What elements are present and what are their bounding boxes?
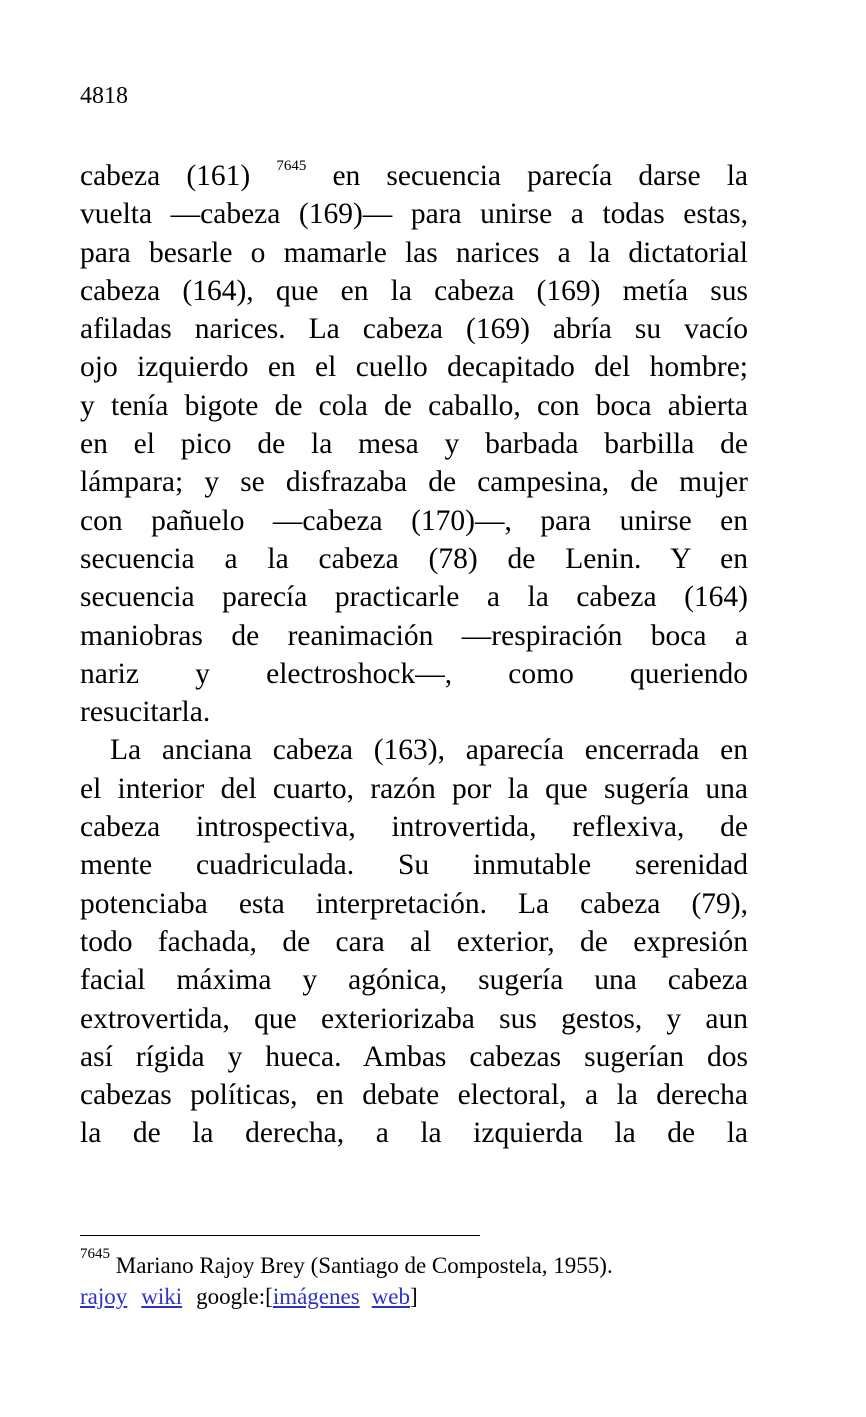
google-web-link[interactable]: web [371, 1284, 410, 1309]
text-line: todo fachada, de cara al exterior, de expresión [80, 925, 748, 958]
text-line: cabeza introspectiva, introvertida, reflexiva, de [80, 811, 748, 844]
text-line: nariz y electroshock—, como queriendo [80, 657, 748, 690]
google-bracket-close: ] [410, 1284, 418, 1309]
text-line: maniobras de reanimación —respiración boca a [80, 619, 748, 652]
text-line: mente cuadriculada. Su inmutable serenidad [80, 849, 748, 882]
text-line: lámpara; y se disfrazaba de campesina, de mujer [80, 466, 748, 499]
text-line: la de la derecha, a la izquierda la de la [80, 1117, 748, 1150]
text-line: en el pico de la mesa y barbada barbilla de [80, 428, 748, 461]
text-line: así rígida y hueca. Ambas cabezas sugerían dos [80, 1040, 748, 1073]
footnote-text: Mariano Rajoy Brey (Santiago de Compostela, 1955). [115, 1253, 613, 1278]
text-line: ojo izquierdo en el cuello decapitado del hombre; [80, 351, 748, 384]
text-line: y tenía bigote de cola de caballo, con boca abierta [80, 389, 748, 422]
book-page [80, 0, 748, 1417]
text-line [80, 157, 748, 195]
text-line: el interior del cuarto, razón por la que sugería una [80, 772, 748, 805]
text-line: para besarle o mamarle las narices a la dictatorial [80, 236, 748, 269]
paragraph-first-line: La anciana cabeza (163), aparecía encerrada en [110, 734, 748, 767]
footnote-divider [80, 1235, 480, 1236]
footnote-reference: 7645 [276, 158, 307, 175]
google-images-link[interactable]: imágenes [272, 1284, 360, 1309]
text-line: secuencia a la cabeza (78) de Lenin. Y en [80, 542, 748, 575]
text-line: cabezas políticas, en debate electoral, a la derecha [80, 1079, 748, 1112]
text-line: vuelta —cabeza (169)— para unirse a todas estas, [80, 198, 748, 231]
google-label: google:[ [196, 1284, 273, 1309]
text-line: secuencia parecía practicarle a la cabeza (164) [80, 581, 748, 614]
footnote-links [80, 1281, 748, 1312]
body-text [80, 157, 748, 1153]
text-line: cabeza (164), que en la cabeza (169) metía sus [80, 274, 748, 307]
text-segment: en secuencia parecía darse la [332, 160, 749, 192]
text-line: facial máxima y agónica, sugería una cabeza [80, 964, 748, 997]
text-line: extrovertida, que exteriorizaba sus gestos, y aun [80, 1002, 748, 1035]
footnote-number: 7645 [80, 1246, 110, 1263]
text-line: potenciaba esta interpretación. La cabeza (79), [80, 887, 748, 920]
text-line: con pañuelo —cabeza (170)—, para unirse en [80, 504, 748, 537]
rajoy-link[interactable]: rajoy [80, 1284, 128, 1309]
page-number: 4818 [80, 83, 128, 109]
text-line: afiladas narices. La cabeza (169) abría su vacío [80, 313, 748, 346]
text-segment: cabeza (161) [80, 160, 251, 192]
footnote [80, 1246, 748, 1312]
text-line-last: resucitarla. [80, 696, 211, 729]
wiki-link[interactable]: wiki [141, 1284, 183, 1309]
